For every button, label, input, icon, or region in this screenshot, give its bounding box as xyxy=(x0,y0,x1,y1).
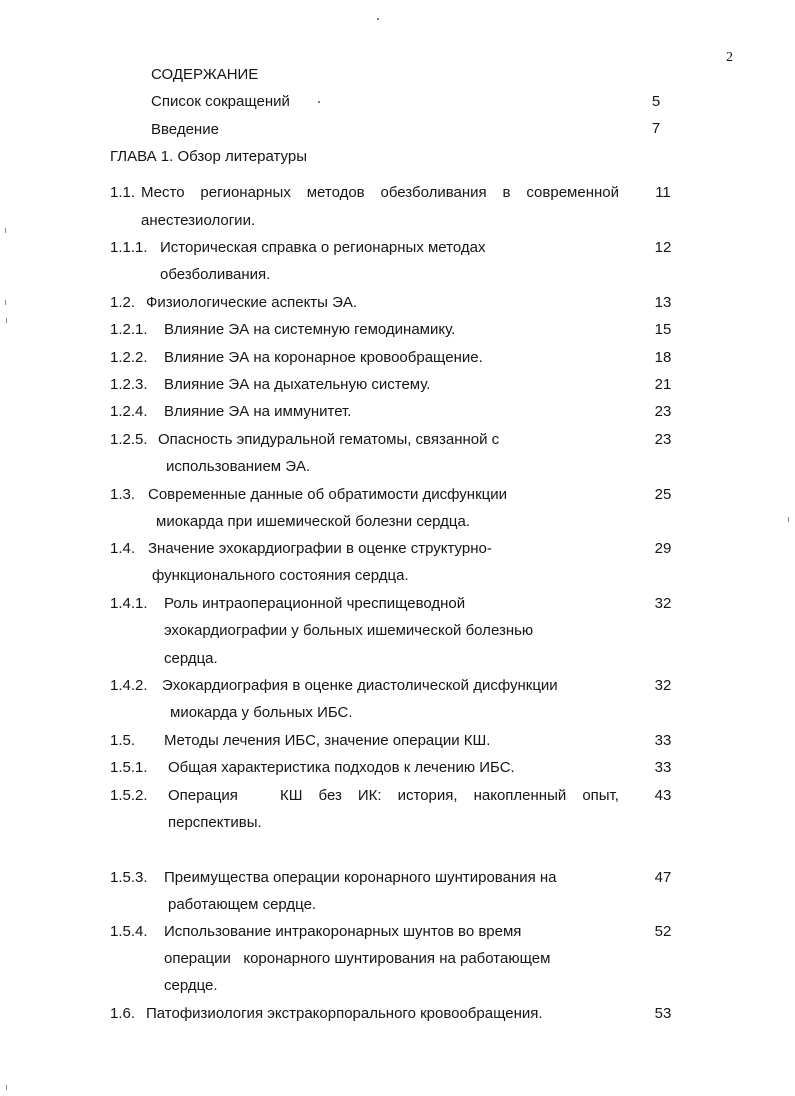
toc-entry-page: 53 xyxy=(654,1005,672,1022)
toc-entry-number: 1.4.2. xyxy=(110,677,148,694)
toc-entry-page: 33 xyxy=(654,759,672,776)
toc-entry-page: 43 xyxy=(654,787,672,804)
toc-entry-number: 1.5. xyxy=(110,732,136,749)
toc-entry-page: 15 xyxy=(654,321,672,338)
toc-entry-title-cont: эхокардиографии у больных ишемической болезнью xyxy=(164,622,534,639)
scan-mark xyxy=(5,228,6,233)
toc-entry-page: 5 xyxy=(651,93,661,110)
toc-entry-title: Влияние ЭА на коронарное кровообращение. xyxy=(164,349,483,366)
toc-entry-title: Методы лечения ИБС, значение операции КШ. xyxy=(164,732,491,749)
toc-entry-number: 1.4. xyxy=(110,540,136,557)
toc-entry-page: 11 xyxy=(655,184,671,201)
title-word: без xyxy=(318,787,342,804)
scan-mark xyxy=(6,318,7,323)
toc-entry-number: 1.1.1. xyxy=(110,239,148,256)
toc-entry-title: Эхокардиография в оценке диастолической дисфункции xyxy=(162,677,558,694)
toc-entry-title-cont: функционального состояния сердца. xyxy=(152,567,409,584)
toc-entry-page: 33 xyxy=(654,732,672,749)
toc-entry-title: Использование интракоронарных шунтов во время xyxy=(164,923,522,940)
toc-entry-title-cont: сердце. xyxy=(164,977,218,994)
toc-entry-page: 32 xyxy=(654,595,672,612)
toc-entry-title-cont: анестезиологии. xyxy=(141,212,256,229)
toc-entry-number: 1.2.2. xyxy=(110,349,148,366)
toc-entry-page: 29 xyxy=(654,540,672,557)
scan-speck xyxy=(318,101,320,103)
title-word: КШ xyxy=(279,787,303,804)
toc-entry-title: Историческая справка о регионарных методах xyxy=(160,239,486,256)
toc-entry-title: Физиологические аспекты ЭА. xyxy=(146,294,358,311)
title-word: история, xyxy=(397,787,458,804)
toc-entry-number: 1.2.3. xyxy=(110,376,148,393)
toc-entry-page: 18 xyxy=(654,349,672,366)
toc-entry-number: 1.5.3. xyxy=(110,869,148,886)
toc-entry-title xyxy=(168,787,619,805)
toc-entry-title: Влияние ЭА на системную гемодинамику. xyxy=(164,321,456,338)
toc-entry-title: Роль интраоперационной чреспищеводной xyxy=(164,595,466,612)
title-word: Операция xyxy=(168,787,238,804)
toc-entry-number: 1.5.4. xyxy=(110,923,148,940)
toc-entry-title: Современные данные об обратимости дисфункции xyxy=(148,486,508,503)
toc-entry-label: Введение xyxy=(151,121,219,138)
toc-entry-title: Влияние ЭА на дыхательную систему. xyxy=(164,376,431,393)
title-word: ИК: xyxy=(357,787,382,804)
toc-entry-page: 21 xyxy=(654,376,672,393)
title-word: опыт, xyxy=(582,787,619,804)
page-number: 2 xyxy=(726,50,733,65)
toc-entry-page: 23 xyxy=(654,431,672,448)
toc-entry-page: 7 xyxy=(651,120,661,137)
toc-entry-number: 1.5.2. xyxy=(110,787,148,804)
toc-entry-title-cont: миокарда у больных ИБС. xyxy=(170,704,353,721)
toc-entry-title-cont: обезболивания. xyxy=(160,266,271,283)
toc-entry-title-cont: работающем сердце. xyxy=(168,896,317,913)
toc-entry-number: 1.1. xyxy=(110,184,136,201)
toc-entry-number: 1.5.1. xyxy=(110,759,148,776)
toc-entry-title-cont: перспективы. xyxy=(168,814,262,831)
scan-speck xyxy=(377,18,379,20)
toc-entry-page: 47 xyxy=(654,869,672,886)
toc-entry-page: 12 xyxy=(654,239,672,256)
toc-entry-number: 1.4.1. xyxy=(110,595,148,612)
toc-entry-title: Опасность эпидуральной гематомы, связанной с xyxy=(158,431,500,448)
toc-entry-number: 1.2. xyxy=(110,294,136,311)
scan-mark xyxy=(788,517,789,522)
toc-entry-title: Влияние ЭА на иммунитет. xyxy=(164,403,352,420)
toc-entry-number: 1.6. xyxy=(110,1005,136,1022)
toc-entry-title: Преимущества операции коронарного шунтирования на xyxy=(164,869,557,886)
toc-entry-page: 13 xyxy=(654,294,672,311)
toc-entry-number: 1.2.1. xyxy=(110,321,148,338)
toc-entry-title-cont: операции коронарного шунтирования на работающем xyxy=(164,950,551,967)
toc-entry-title-cont: миокарда при ишемической болезни сердца. xyxy=(156,513,471,530)
toc-entry-title: Значение эхокардиографии в оценке структурно- xyxy=(148,540,492,557)
toc-entry-number: 1.3. xyxy=(110,486,136,503)
toc-entry-number: 1.2.4. xyxy=(110,403,148,420)
toc-entry-title: Патофизиология экстракорпорального кровообращения. xyxy=(146,1005,543,1022)
toc-entry-title: Место регионарных методов обезболивания в современной xyxy=(141,184,619,201)
title-word: накопленный xyxy=(473,787,567,804)
toc-entry-title-cont: использованием ЭА. xyxy=(166,458,311,475)
toc-entry-title-cont: сердца. xyxy=(164,650,218,667)
scan-mark xyxy=(5,300,6,305)
toc-entry-number: 1.2.5. xyxy=(110,431,148,448)
toc-entry-label: Список сокращений xyxy=(151,93,290,110)
toc-entry-title: Общая характеристика подходов к лечению ИБС. xyxy=(168,759,515,776)
toc-entry-page: 23 xyxy=(654,403,672,420)
scan-mark xyxy=(6,1085,7,1090)
chapter-title: ГЛАВА 1. Обзор литературы xyxy=(110,148,307,165)
toc-entry-page: 25 xyxy=(654,486,672,503)
toc-entry-page: 52 xyxy=(654,923,672,940)
toc-heading: СОДЕРЖАНИЕ xyxy=(151,66,259,83)
toc-entry-page: 32 xyxy=(654,677,672,694)
